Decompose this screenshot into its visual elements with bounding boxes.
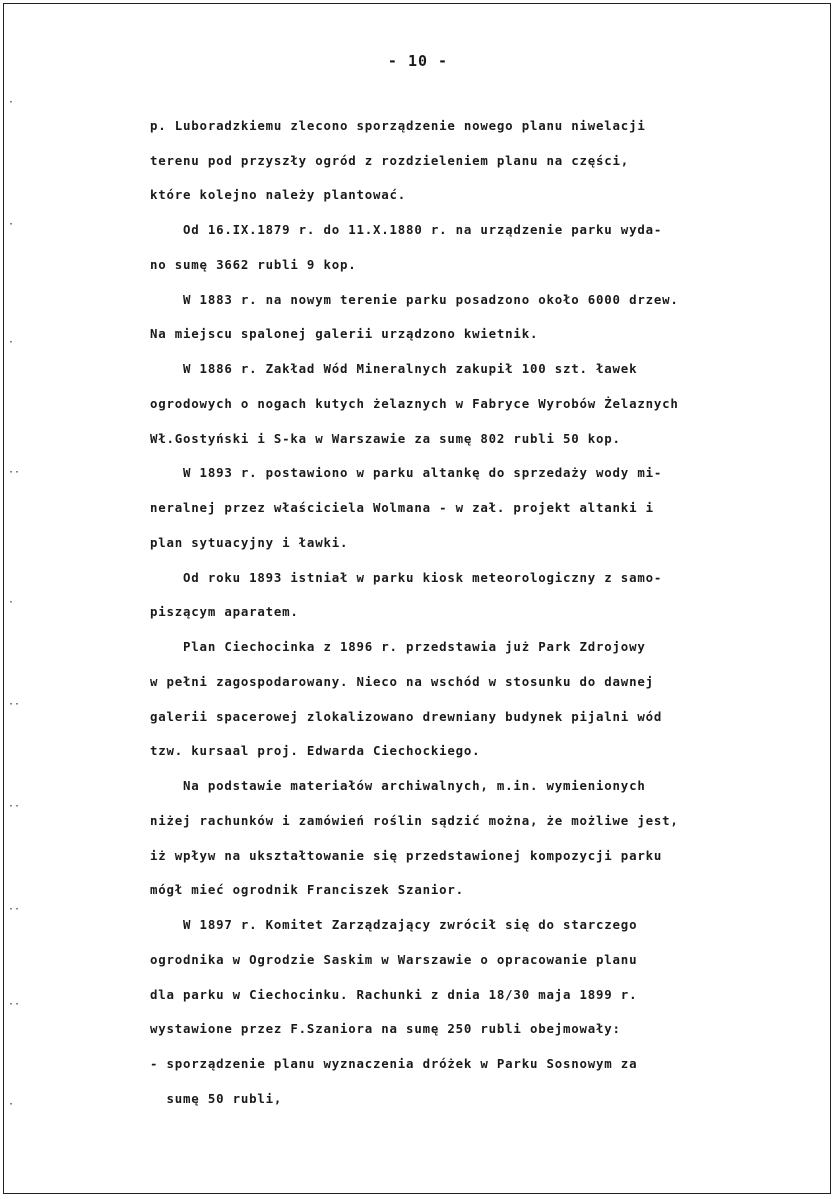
margin-mark: · (8, 1099, 15, 1110)
text-line: ogrodnika w Ogrodzie Saskim w Warszawie o opracowanie planu (150, 952, 638, 967)
margin-mark: · (8, 337, 15, 348)
text-line: tzw. kursaal proj. Edwarda Ciechockiego. (150, 743, 481, 758)
text-line: ogrodowych o nogach kutych żelaznych w Fabryce Wyrobów Żelaznych (150, 396, 679, 411)
text-line: niżej rachunków i zamówień roślin sądzić można, że możliwe jest, (150, 813, 679, 828)
text-line: p. Luboradzkiemu zlecono sporządzenie nowego planu niwelacji (150, 118, 646, 133)
text-line: W 1893 r. postawiono w parku altankę do sprzedaży wody mi- (150, 465, 663, 480)
text-line: W 1897 r. Komitet Zarządzający zwrócił się do starczego (150, 917, 638, 932)
text-line: neralnej przez właściciela Wolmana - w zał. projekt altanki i (150, 500, 654, 515)
margin-mark: ·· (8, 999, 21, 1010)
page-number: - 10 - (387, 52, 449, 70)
text-line: Na miejscu spalonej galerii urządzono kwietnik. (150, 326, 539, 341)
text-line: W 1883 r. na nowym terenie parku posadzono około 6000 drzew. (150, 292, 679, 307)
margin-mark: ·· (8, 699, 21, 710)
margin-mark: · (8, 97, 15, 108)
text-line: w pełni zagospodarowany. Nieco na wschód w stosunku do dawnej (150, 674, 654, 689)
margin-mark: ·· (8, 467, 21, 478)
text-line: terenu pod przyszły ogród z rozdzieleniem planu na części, (150, 153, 630, 168)
text-line: plan sytuacyjny i ławki. (150, 535, 349, 550)
text-line: Od roku 1893 istniał w parku kiosk meteorologiczny z samo- (150, 570, 663, 585)
text-line: które kolejno należy plantować. (150, 187, 407, 202)
text-line: W 1886 r. Zakład Wód Mineralnych zakupił 100 szt. ławek (150, 361, 638, 376)
text-line: Plan Ciechocinka z 1896 r. przedstawia już Park Zdrojowy (150, 639, 646, 654)
margin-mark: ·· (8, 801, 21, 812)
text-line: sumę 50 rubli, (150, 1091, 283, 1106)
text-line: iż wpływ na ukształtowanie się przedstawionej kompozycji parku (150, 848, 663, 863)
page-border (3, 3, 831, 1194)
text-line: wystawione przez F.Szaniora na sumę 250 rubli obejmowały: (150, 1021, 621, 1036)
text-line: Od 16.IX.1879 r. do 11.X.1880 r. na urządzenie parku wyda- (150, 222, 663, 237)
margin-mark: · (8, 219, 15, 230)
text-line: no sumę 3662 rubli 9 kop. (150, 257, 357, 272)
margin-mark: · (8, 597, 15, 608)
text-line: - sporządzenie planu wyznaczenia dróżek w Parku Sosnowym za (150, 1056, 638, 1071)
text-line: dla parku w Ciechocinku. Rachunki z dnia 18/30 maja 1899 r. (150, 987, 638, 1002)
margin-mark: ·· (8, 904, 21, 915)
text-line: Na podstawie materiałów archiwalnych, m.in. wymienionych (150, 778, 646, 793)
text-line: Wł.Gostyński i S-ka w Warszawie za sumę 802 rubli 50 kop. (150, 431, 621, 446)
text-line: mógł mieć ogrodnik Franciszek Szanior. (150, 882, 464, 897)
text-line: piszącym aparatem. (150, 604, 299, 619)
text-line: galerii spacerowej zlokalizowano drewniany budynek pijalni wód (150, 709, 663, 724)
